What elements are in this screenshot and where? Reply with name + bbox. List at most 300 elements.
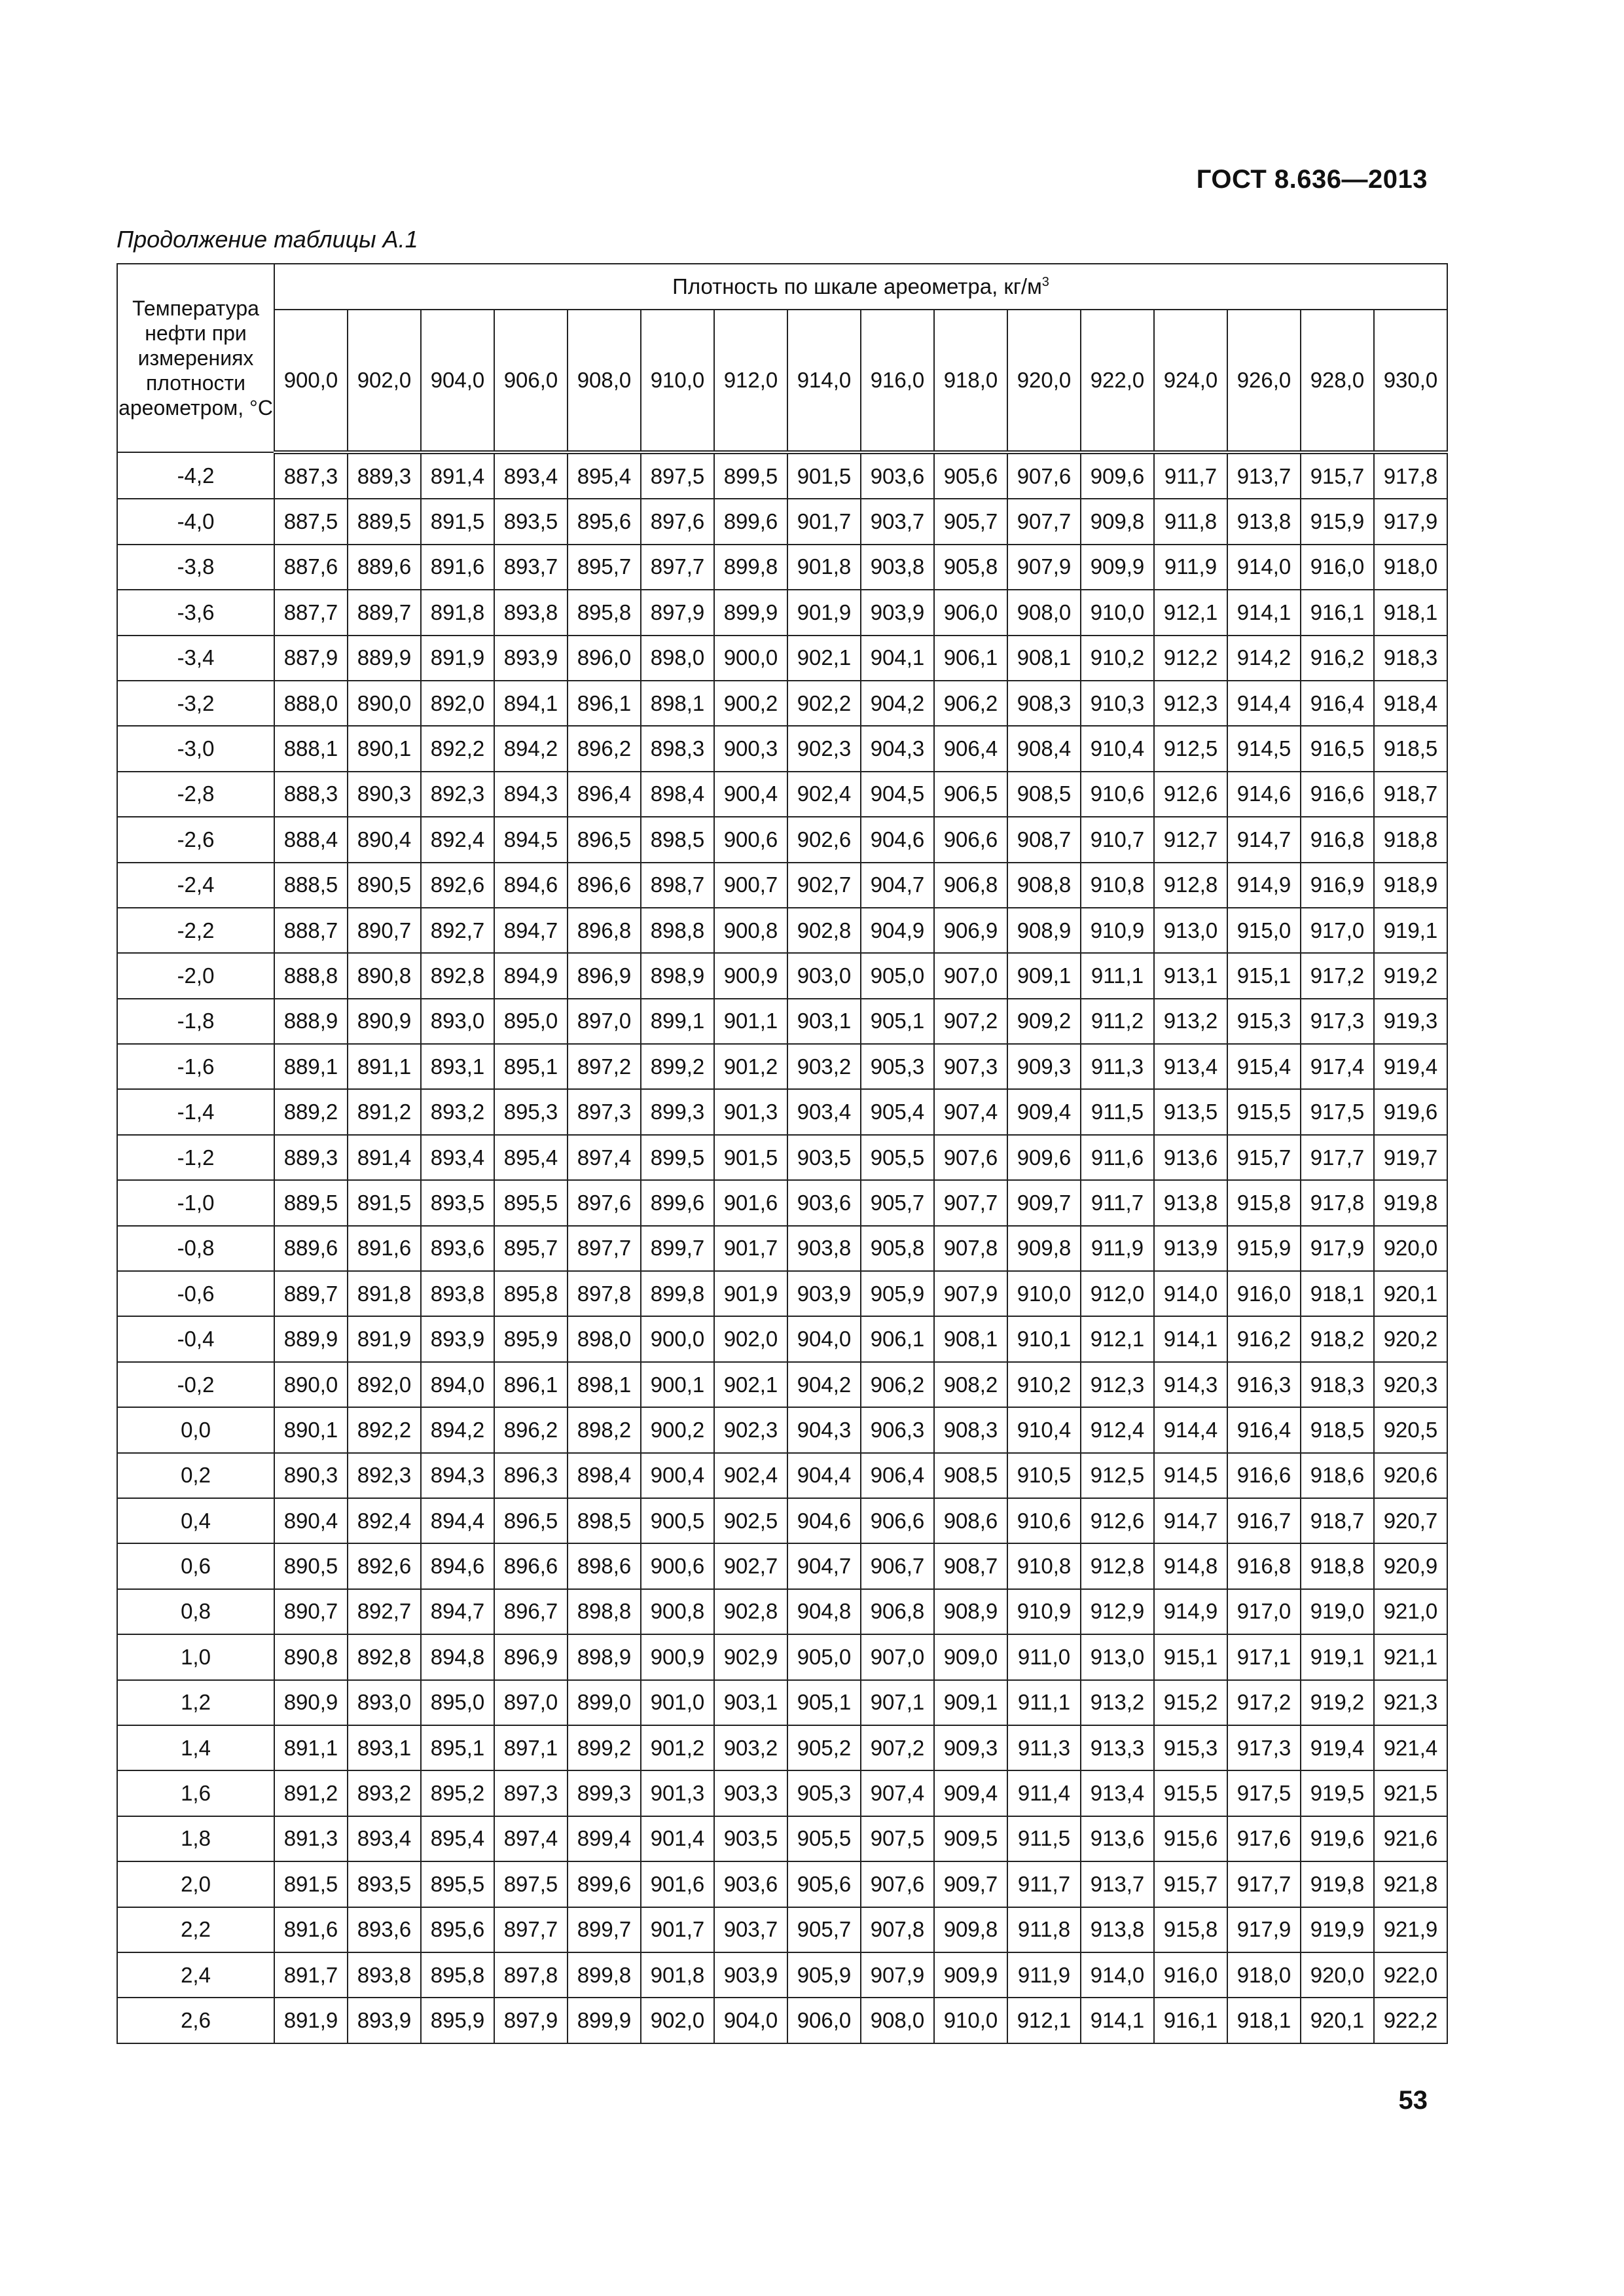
density-cell: 905,6	[934, 452, 1007, 499]
temperature-cell: -3,6	[117, 590, 274, 635]
density-cell: 908,0	[861, 1998, 934, 2043]
density-group-header-text: Плотность по шкале ареометра, кг/м	[672, 274, 1042, 298]
table-row	[117, 1816, 1447, 1861]
density-cell: 912,1	[1081, 1316, 1154, 1361]
density-cell: 892,3	[348, 1453, 421, 1498]
density-cell: 903,3	[714, 1770, 787, 1816]
density-cell: 896,9	[494, 1634, 568, 1679]
density-cell: 901,0	[641, 1680, 714, 1725]
density-cell: 889,5	[348, 499, 421, 544]
density-cell: 912,5	[1154, 726, 1227, 771]
density-cell: 903,1	[714, 1680, 787, 1725]
density-cell: 915,3	[1227, 999, 1301, 1044]
temperature-cell: -0,4	[117, 1316, 274, 1361]
density-cell: 906,8	[861, 1589, 934, 1634]
density-cell: 914,1	[1154, 1316, 1227, 1361]
table-row	[117, 1362, 1447, 1407]
density-cell: 902,0	[641, 1998, 714, 2043]
density-cell: 896,8	[568, 908, 641, 953]
table-row	[117, 726, 1447, 771]
density-cell: 905,4	[861, 1089, 934, 1134]
density-cell: 911,5	[1007, 1816, 1081, 1861]
density-cell: 896,1	[568, 681, 641, 726]
density-cell: 900,4	[641, 1453, 714, 1498]
density-cell: 907,8	[861, 1907, 934, 1952]
density-cell: 901,4	[641, 1816, 714, 1861]
density-cell: 890,1	[274, 1407, 348, 1452]
density-cell: 903,6	[787, 1180, 861, 1225]
density-cell: 904,2	[861, 681, 934, 726]
density-cell: 898,7	[641, 863, 714, 908]
density-cell: 896,4	[568, 772, 641, 817]
density-cell: 902,3	[714, 1407, 787, 1452]
column-header: 908,0	[568, 310, 641, 452]
density-cell: 916,0	[1301, 545, 1374, 590]
density-cell: 901,5	[714, 1135, 787, 1180]
density-cell: 917,9	[1301, 1226, 1374, 1271]
density-cell: 916,5	[1301, 726, 1374, 771]
density-cell: 912,1	[1154, 590, 1227, 635]
density-cell: 899,7	[568, 1907, 641, 1952]
density-cell: 921,8	[1374, 1861, 1447, 1907]
density-cell: 916,3	[1227, 1362, 1301, 1407]
density-cell: 908,3	[934, 1407, 1007, 1452]
density-cell: 888,1	[274, 726, 348, 771]
density-cell: 906,2	[934, 681, 1007, 726]
temperature-cell: 1,0	[117, 1634, 274, 1679]
density-cell: 906,1	[934, 636, 1007, 681]
density-cell: 901,2	[714, 1044, 787, 1089]
density-cell: 910,8	[1007, 1543, 1081, 1588]
column-header: 930,0	[1374, 310, 1447, 452]
density-cell: 915,5	[1154, 1770, 1227, 1816]
density-cell: 895,4	[494, 1135, 568, 1180]
density-cell: 911,9	[1007, 1952, 1081, 1998]
density-cell: 894,2	[421, 1407, 494, 1452]
density-cell: 893,6	[348, 1907, 421, 1952]
density-cell: 900,1	[641, 1362, 714, 1407]
density-cell: 894,0	[421, 1362, 494, 1407]
density-cell: 888,4	[274, 817, 348, 862]
density-cell: 900,8	[714, 908, 787, 953]
density-cell: 913,5	[1154, 1089, 1227, 1134]
density-cell: 910,5	[1007, 1453, 1081, 1498]
density-cell: 915,1	[1154, 1634, 1227, 1679]
density-cell: 900,4	[714, 772, 787, 817]
density-cell: 899,5	[641, 1135, 714, 1180]
density-cell: 902,8	[787, 908, 861, 953]
density-cell: 918,1	[1227, 1998, 1301, 2043]
density-cell: 905,5	[861, 1135, 934, 1180]
density-cell: 892,2	[348, 1407, 421, 1452]
column-header: 922,0	[1081, 310, 1154, 452]
density-cell: 914,0	[1081, 1952, 1154, 1998]
density-cell: 910,2	[1081, 636, 1154, 681]
density-cell: 912,5	[1081, 1453, 1154, 1498]
density-cell: 893,9	[421, 1316, 494, 1361]
density-cell: 921,3	[1374, 1680, 1447, 1725]
density-cell: 898,2	[568, 1407, 641, 1452]
column-header: 902,0	[348, 310, 421, 452]
density-cell: 897,5	[641, 452, 714, 499]
density-cell: 890,4	[348, 817, 421, 862]
density-cell: 911,8	[1154, 499, 1227, 544]
density-cell: 919,2	[1301, 1680, 1374, 1725]
temperature-cell: 0,0	[117, 1407, 274, 1452]
density-cell: 889,3	[274, 1135, 348, 1180]
density-cell: 898,8	[641, 908, 714, 953]
density-cell: 916,6	[1301, 772, 1374, 817]
density-cell: 891,5	[348, 1180, 421, 1225]
density-cell: 907,4	[861, 1770, 934, 1816]
density-cell: 921,5	[1374, 1770, 1447, 1816]
density-cell: 909,2	[1007, 999, 1081, 1044]
density-cell: 891,9	[421, 636, 494, 681]
temperature-cell: -1,0	[117, 1180, 274, 1225]
temperature-cell: -3,0	[117, 726, 274, 771]
column-header: 906,0	[494, 310, 568, 452]
density-cell: 892,0	[348, 1362, 421, 1407]
density-cell: 913,0	[1154, 908, 1227, 953]
density-cell: 898,5	[641, 817, 714, 862]
density-cell: 907,7	[1007, 499, 1081, 544]
density-cell: 911,5	[1081, 1089, 1154, 1134]
density-cell: 910,4	[1007, 1407, 1081, 1452]
density-cell: 897,0	[494, 1680, 568, 1725]
density-cell: 895,1	[421, 1725, 494, 1770]
table-row	[117, 1226, 1447, 1271]
temperature-cell: 2,0	[117, 1861, 274, 1907]
density-cell: 921,4	[1374, 1725, 1447, 1770]
density-cell: 906,8	[934, 863, 1007, 908]
density-cell: 898,5	[568, 1498, 641, 1543]
density-cell: 895,3	[494, 1089, 568, 1134]
density-cell: 893,9	[494, 636, 568, 681]
density-cell: 887,7	[274, 590, 348, 635]
column-header: 904,0	[421, 310, 494, 452]
density-cell: 916,7	[1227, 1498, 1301, 1543]
density-cell: 910,6	[1081, 772, 1154, 817]
density-cell: 906,6	[934, 817, 1007, 862]
density-cell: 891,6	[348, 1226, 421, 1271]
density-cell: 896,0	[568, 636, 641, 681]
density-cell: 908,9	[934, 1589, 1007, 1634]
density-cell: 899,9	[568, 1998, 641, 2043]
density-cell: 901,6	[641, 1861, 714, 1907]
density-cell: 918,2	[1301, 1316, 1374, 1361]
density-cell: 900,0	[714, 636, 787, 681]
density-cell: 904,6	[861, 817, 934, 862]
density-cell: 894,5	[494, 817, 568, 862]
density-cell: 921,9	[1374, 1907, 1447, 1952]
temperature-cell: -0,6	[117, 1271, 274, 1316]
density-cell: 906,0	[934, 590, 1007, 635]
density-cell: 912,8	[1154, 863, 1227, 908]
density-cell: 914,4	[1154, 1407, 1227, 1452]
density-cell: 902,1	[714, 1362, 787, 1407]
density-cell: 912,3	[1154, 681, 1227, 726]
density-cell: 898,9	[568, 1634, 641, 1679]
density-cell: 915,4	[1227, 1044, 1301, 1089]
density-cell: 917,7	[1301, 1135, 1374, 1180]
temperature-cell: -0,2	[117, 1362, 274, 1407]
density-cell: 910,7	[1081, 817, 1154, 862]
column-header: 912,0	[714, 310, 787, 452]
density-cell: 891,1	[348, 1044, 421, 1089]
density-cell: 920,9	[1374, 1543, 1447, 1588]
density-cell: 891,6	[421, 545, 494, 590]
density-cell: 914,1	[1227, 590, 1301, 635]
page-number: 53	[1398, 2086, 1428, 2115]
density-cell: 907,0	[861, 1634, 934, 1679]
density-cell: 916,2	[1227, 1316, 1301, 1361]
density-cell: 902,6	[787, 817, 861, 862]
density-cell: 902,8	[714, 1589, 787, 1634]
density-cell: 893,4	[348, 1816, 421, 1861]
density-cell: 907,6	[934, 1135, 1007, 1180]
density-cell: 917,4	[1301, 1044, 1374, 1089]
density-cell: 908,9	[1007, 908, 1081, 953]
density-cell: 911,1	[1081, 953, 1154, 998]
table-header	[117, 264, 1447, 452]
density-cell: 890,9	[274, 1680, 348, 1725]
density-cell: 898,9	[641, 953, 714, 998]
table-row	[117, 1543, 1447, 1588]
density-cell: 909,1	[1007, 953, 1081, 998]
temperature-cell: 0,6	[117, 1543, 274, 1588]
density-cell: 896,3	[494, 1453, 568, 1498]
temperature-cell: -1,6	[117, 1044, 274, 1089]
density-cell: 894,6	[421, 1543, 494, 1588]
density-cell: 897,8	[494, 1952, 568, 1998]
density-cell: 895,6	[568, 499, 641, 544]
temperature-cell: -2,4	[117, 863, 274, 908]
density-cell: 905,9	[787, 1952, 861, 1998]
temperature-cell: -1,4	[117, 1089, 274, 1134]
table-row	[117, 1271, 1447, 1316]
table-body	[117, 452, 1447, 2043]
density-cell: 895,2	[421, 1770, 494, 1816]
density-cell: 914,0	[1227, 545, 1301, 590]
density-cell: 894,7	[421, 1589, 494, 1634]
density-cell: 899,6	[641, 1180, 714, 1225]
density-cell: 896,5	[494, 1498, 568, 1543]
density-cell: 893,7	[494, 545, 568, 590]
density-cell: 912,2	[1154, 636, 1227, 681]
density-cell: 916,8	[1227, 1543, 1301, 1588]
density-cell: 899,6	[714, 499, 787, 544]
density-cell: 908,1	[934, 1316, 1007, 1361]
density-cell: 913,9	[1154, 1226, 1227, 1271]
density-cell: 913,2	[1154, 999, 1227, 1044]
density-cell: 916,2	[1301, 636, 1374, 681]
density-cell: 891,2	[348, 1089, 421, 1134]
density-cell: 913,6	[1081, 1816, 1154, 1861]
density-cell: 892,2	[421, 726, 494, 771]
temperature-cell: -3,8	[117, 545, 274, 590]
density-cell: 917,2	[1301, 953, 1374, 998]
density-cell: 899,1	[641, 999, 714, 1044]
density-cell: 906,7	[861, 1543, 934, 1588]
column-header: 920,0	[1007, 310, 1081, 452]
table-caption: Продолжение таблицы А.1	[117, 226, 418, 253]
density-cell: 921,6	[1374, 1816, 1447, 1861]
table-row	[117, 1680, 1447, 1725]
density-cell: 899,2	[568, 1725, 641, 1770]
density-cell: 889,7	[348, 590, 421, 635]
density-cell: 900,9	[714, 953, 787, 998]
density-cell: 888,8	[274, 953, 348, 998]
density-cell: 903,8	[787, 1226, 861, 1271]
density-cell: 911,9	[1154, 545, 1227, 590]
density-cell: 913,6	[1154, 1135, 1227, 1180]
density-cell: 916,6	[1227, 1453, 1301, 1498]
density-cell: 917,9	[1227, 1907, 1301, 1952]
density-cell: 906,1	[861, 1316, 934, 1361]
density-cell: 900,0	[641, 1316, 714, 1361]
table-row	[117, 1089, 1447, 1134]
table-row	[117, 1952, 1447, 1998]
density-cell: 909,7	[934, 1861, 1007, 1907]
density-cell: 906,0	[787, 1998, 861, 2043]
density-cell: 907,9	[1007, 545, 1081, 590]
header-row-group	[117, 264, 1447, 310]
density-cell: 892,3	[421, 772, 494, 817]
density-cell: 916,9	[1301, 863, 1374, 908]
density-cell: 922,0	[1374, 1952, 1447, 1998]
density-cell: 915,2	[1154, 1680, 1227, 1725]
density-cell: 907,6	[861, 1861, 934, 1907]
density-cell: 888,0	[274, 681, 348, 726]
density-cell: 905,7	[861, 1180, 934, 1225]
density-cell: 909,3	[934, 1725, 1007, 1770]
column-header: 924,0	[1154, 310, 1227, 452]
table-row	[117, 1498, 1447, 1543]
density-cell: 895,5	[494, 1180, 568, 1225]
density-cell: 914,3	[1154, 1362, 1227, 1407]
density-cell: 889,9	[274, 1316, 348, 1361]
density-cell: 911,3	[1007, 1725, 1081, 1770]
density-cell: 890,9	[348, 999, 421, 1044]
density-cell: 909,7	[1007, 1180, 1081, 1225]
density-cell: 897,1	[494, 1725, 568, 1770]
density-cell: 895,4	[421, 1816, 494, 1861]
density-cell: 907,9	[934, 1271, 1007, 1316]
density-cell: 909,6	[1007, 1135, 1081, 1180]
density-cell: 915,5	[1227, 1089, 1301, 1134]
density-cell: 909,8	[934, 1907, 1007, 1952]
table-row	[117, 452, 1447, 499]
density-cell: 903,6	[714, 1861, 787, 1907]
density-cell: 909,6	[1081, 452, 1154, 499]
density-cell: 918,0	[1227, 1952, 1301, 1998]
table-row	[117, 1180, 1447, 1225]
density-cell: 917,1	[1227, 1634, 1301, 1679]
density-cell: 894,6	[494, 863, 568, 908]
density-cell: 905,8	[934, 545, 1007, 590]
density-cell: 892,4	[421, 817, 494, 862]
table-row	[117, 681, 1447, 726]
density-cell: 917,6	[1227, 1816, 1301, 1861]
column-header: 916,0	[861, 310, 934, 452]
density-cell: 913,4	[1081, 1770, 1154, 1816]
density-cell: 920,6	[1374, 1453, 1447, 1498]
density-cell: 891,3	[274, 1816, 348, 1861]
density-cell: 908,1	[1007, 636, 1081, 681]
density-cell: 897,0	[568, 999, 641, 1044]
temperature-cell: -3,2	[117, 681, 274, 726]
density-cell: 897,5	[494, 1861, 568, 1907]
density-cell: 906,9	[934, 908, 1007, 953]
density-cell: 904,8	[787, 1589, 861, 1634]
column-header: 914,0	[787, 310, 861, 452]
density-cell: 903,4	[787, 1089, 861, 1134]
density-cell: 896,7	[494, 1589, 568, 1634]
density-cell: 909,4	[934, 1770, 1007, 1816]
density-cell: 889,6	[274, 1226, 348, 1271]
density-cell: 904,6	[787, 1498, 861, 1543]
column-header: 910,0	[641, 310, 714, 452]
density-cell: 903,9	[787, 1271, 861, 1316]
density-cell: 918,4	[1374, 681, 1447, 726]
density-cell: 892,6	[348, 1543, 421, 1588]
density-cell: 887,9	[274, 636, 348, 681]
density-cell: 893,1	[348, 1725, 421, 1770]
density-cell: 910,0	[934, 1998, 1007, 2043]
density-cell: 918,3	[1374, 636, 1447, 681]
table-row	[117, 1861, 1447, 1907]
density-cell: 911,3	[1081, 1044, 1154, 1089]
density-cell: 904,7	[787, 1543, 861, 1588]
density-cell: 919,0	[1301, 1589, 1374, 1634]
table-row	[117, 1316, 1447, 1361]
density-cell: 891,6	[274, 1907, 348, 1952]
density-cell: 891,4	[421, 452, 494, 499]
density-cell: 915,3	[1154, 1725, 1227, 1770]
density-cell: 895,6	[421, 1907, 494, 1952]
header-row-columns	[117, 310, 1447, 452]
density-cell: 908,8	[1007, 863, 1081, 908]
density-cell: 913,8	[1227, 499, 1301, 544]
density-cell: 922,2	[1374, 1998, 1447, 2043]
density-cell: 914,7	[1154, 1498, 1227, 1543]
density-cell: 907,4	[934, 1089, 1007, 1134]
density-cell: 887,6	[274, 545, 348, 590]
table-row	[117, 1725, 1447, 1770]
table-row	[117, 590, 1447, 635]
column-header: 918,0	[934, 310, 1007, 452]
density-cell: 893,0	[348, 1680, 421, 1725]
density-cell: 911,0	[1007, 1634, 1081, 1679]
density-cell: 901,7	[641, 1907, 714, 1952]
density-cell: 903,6	[861, 452, 934, 499]
temperature-cell: -2,8	[117, 772, 274, 817]
density-cell: 905,2	[787, 1725, 861, 1770]
temperature-cell: 0,2	[117, 1453, 274, 1498]
density-cell: 897,7	[568, 1226, 641, 1271]
density-cell: 890,8	[274, 1634, 348, 1679]
density-cell: 904,0	[787, 1316, 861, 1361]
density-cell: 896,6	[494, 1543, 568, 1588]
table-row	[117, 1634, 1447, 1679]
density-cell: 903,5	[787, 1135, 861, 1180]
column-header: 926,0	[1227, 310, 1301, 452]
density-cell: 899,8	[641, 1271, 714, 1316]
density-cell: 904,7	[861, 863, 934, 908]
table-row	[117, 1998, 1447, 2043]
table-row	[117, 1453, 1447, 1498]
density-cell: 917,0	[1227, 1589, 1301, 1634]
